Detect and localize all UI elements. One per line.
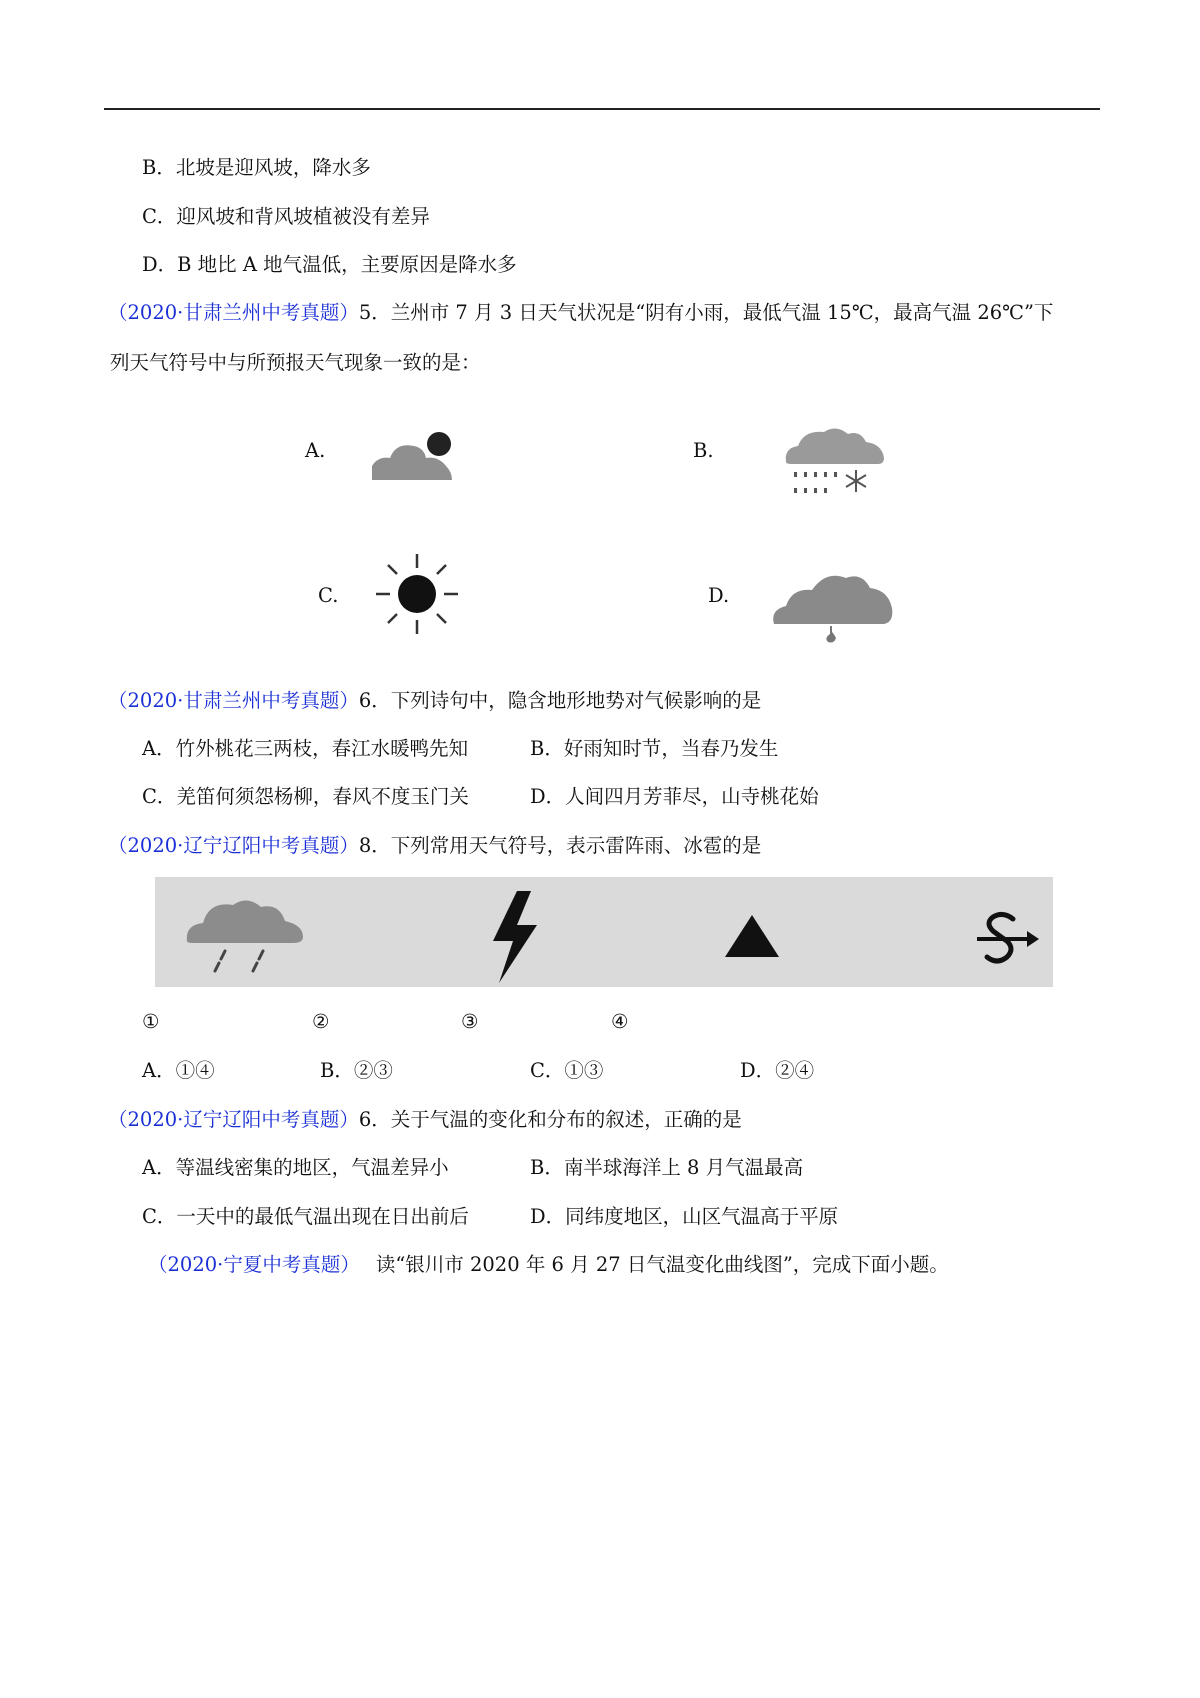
q-last-source: （2020·宁夏中考真题） (148, 1253, 360, 1276)
hail-triangle-icon (723, 913, 781, 959)
q8-symbol-label-3: ③ (461, 1010, 479, 1033)
q8-symbol-label-2: ② (312, 1010, 330, 1033)
q6a-option-c: C．羌笛何须怨杨柳，春风不度玉门关 (142, 785, 469, 808)
weather-symbols-strip (155, 877, 1053, 987)
cloud-sun-icon (368, 428, 460, 484)
q-last-stem (148, 1252, 949, 1278)
q6b-option-b: B．南半球海洋上 8 月气温最高 (530, 1156, 804, 1179)
q8-option-c: C．①③ (530, 1059, 604, 1082)
q4-option-b: B．北坡是迎风坡，降水多 (142, 156, 371, 179)
q-last-stem-text: 读“银川市 2020 年 6 月 27 日气温变化曲线图”，完成下面小题。 (375, 1253, 949, 1276)
q6b-stem (108, 1107, 742, 1133)
q8-stem (108, 833, 761, 859)
q6a-stem (108, 688, 761, 714)
cloud-drizzle-icon (770, 562, 898, 644)
q6b-option-a: A．等温线密集的地区，气温差异小 (142, 1156, 449, 1179)
q5-stem-line1 (108, 300, 1053, 326)
q8-option-a: A．①④ (142, 1059, 215, 1082)
q6a-option-b: B．好雨知时节，当春乃发生 (530, 737, 779, 760)
q6b-option-c: C．一天中的最低气温出现在日出前后 (142, 1205, 469, 1228)
sun-icon (370, 548, 466, 638)
q5-stem-text: 5．兰州市 7 月 3 日天气状况是“阴有小雨，最低气温 15℃，最高气温 26℃”下 (358, 301, 1054, 324)
q8-symbol-label-1: ① (142, 1010, 160, 1033)
q4-option-d: D．B 地比 A 地气温低，主要原因是降水多 (142, 253, 517, 276)
q5-label-c: C. (318, 584, 339, 607)
q8-option-b: B．②③ (320, 1059, 393, 1082)
q5-stem-line2: 列天气符号中与所预报天气现象一致的是： (110, 351, 481, 374)
q6b-source: （2020·辽宁辽阳中考真题） (108, 1108, 359, 1131)
q6a-option-a: A．竹外桃花三两枝，春江水暖鸭先知 (142, 737, 469, 760)
q6a-stem-text: 6．下列诗句中，隐含地形地势对气候影响的是 (358, 689, 762, 712)
header-rule (104, 108, 1100, 110)
q8-stem-text: 8．下列常用天气符号，表示雷阵雨、冰雹的是 (358, 834, 762, 857)
sandstorm-icon (973, 909, 1043, 969)
q8-source: （2020·辽宁辽阳中考真题） (108, 834, 359, 857)
cloud-rain-icon (183, 895, 307, 975)
q4-option-c: C．迎风坡和背风坡植被没有差异 (142, 205, 430, 228)
q6b-option-d: D．同纬度地区，山区气温高于平原 (530, 1205, 839, 1228)
cloud-rain-snow-icon (780, 422, 890, 502)
q5-source: （2020·甘肃兰州中考真题） (108, 301, 359, 324)
lightning-icon (487, 891, 543, 983)
q6a-option-d: D．人间四月芳菲尽，山寺桃花始 (530, 785, 819, 808)
q6a-source: （2020·甘肃兰州中考真题） (108, 689, 359, 712)
q5-label-b: B. (693, 439, 714, 462)
q5-label-a: A. (305, 439, 326, 462)
q8-option-d: D．②④ (740, 1059, 815, 1082)
q8-symbol-label-4: ④ (611, 1010, 629, 1033)
q5-label-d: D. (708, 584, 730, 607)
q6b-stem-text: 6．关于气温的变化和分布的叙述，正确的是 (358, 1108, 742, 1131)
